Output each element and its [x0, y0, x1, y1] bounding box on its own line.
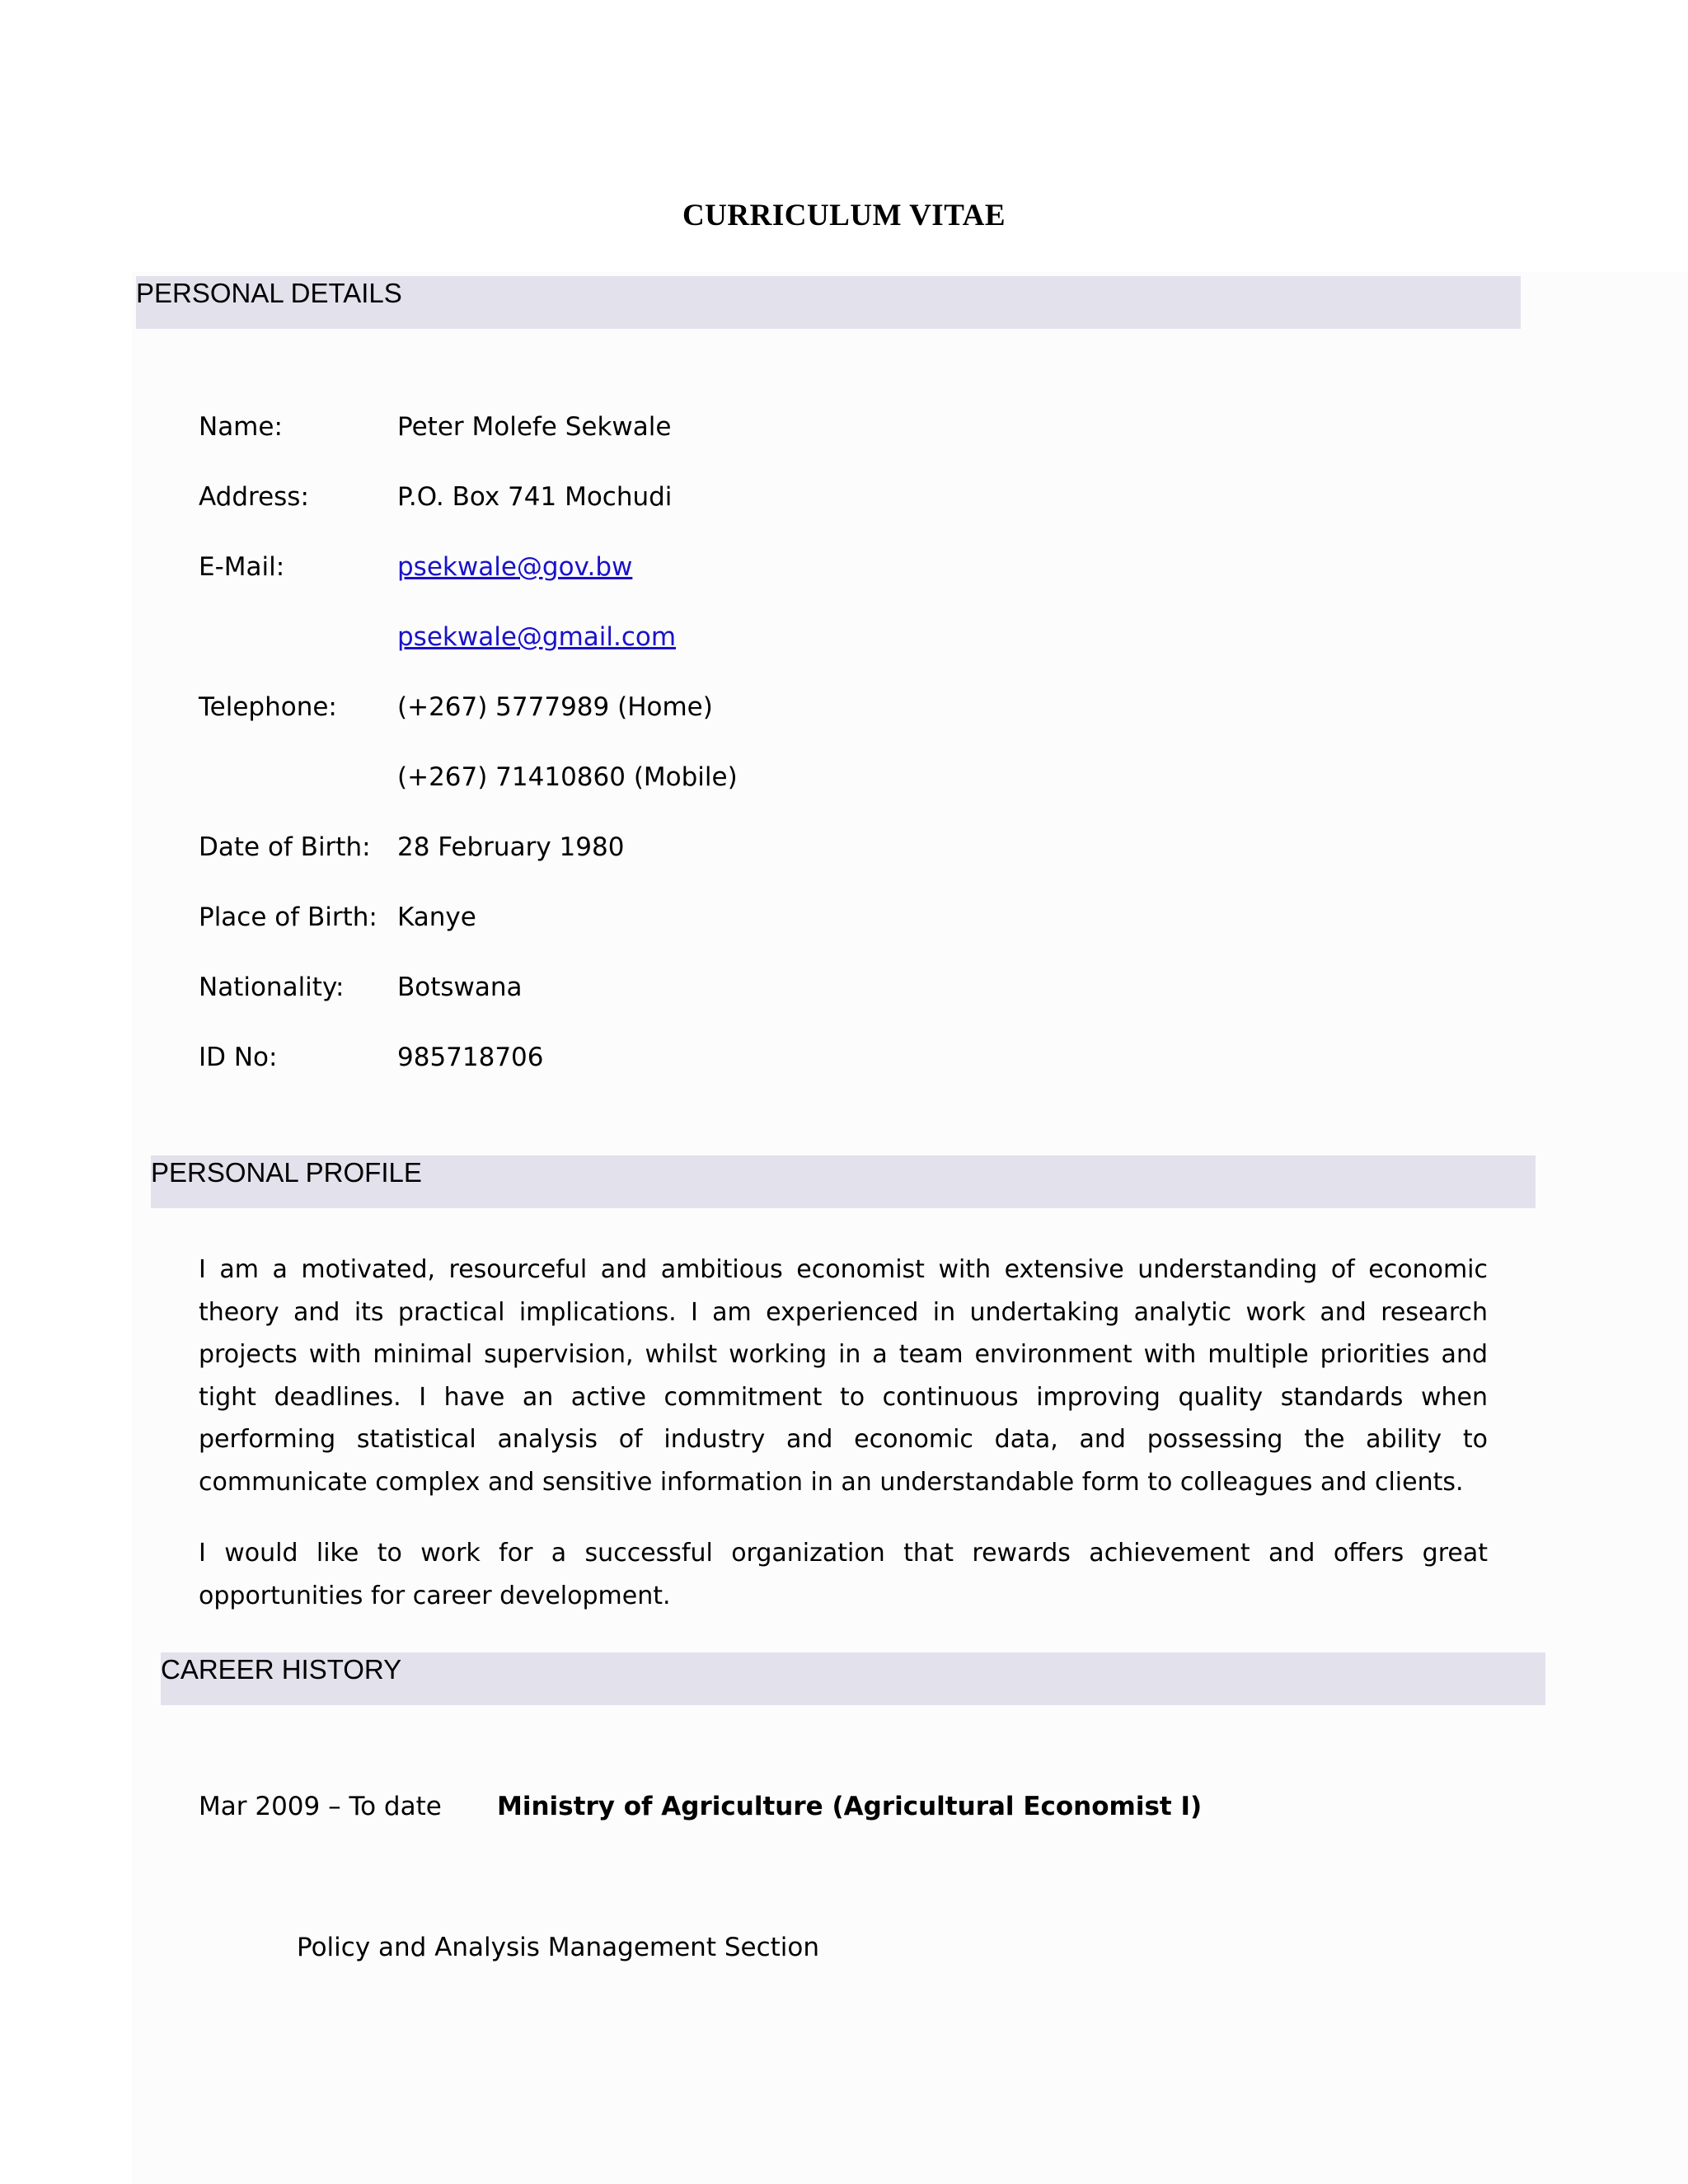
email-link-secondary[interactable]: psekwale@gmail.com — [397, 622, 677, 652]
section-title-career-history: CAREER HISTORY — [161, 1654, 402, 1685]
id-number-label: ID No: — [199, 1043, 278, 1072]
place-of-birth-value: Kanye — [397, 902, 476, 932]
email-link-primary[interactable]: psekwale@gov.bw — [397, 552, 633, 582]
telephone-home-value: (+267) 5777989 (Home) — [397, 692, 713, 722]
section-header-personal-details — [136, 276, 1521, 329]
name-value: Peter Molefe Sekwale — [397, 412, 672, 442]
date-of-birth-label: Date of Birth: — [199, 832, 371, 862]
section-header-career-history — [161, 1652, 1545, 1705]
profile-paragraph-2: I would like to work for a successful organization that rewards achievement and offers great opportunities for career development. — [199, 1539, 1488, 1610]
address-label: Address: — [199, 482, 309, 512]
section-title-personal-details: PERSONAL DETAILS — [136, 278, 402, 308]
section-title-personal-profile: PERSONAL PROFILE — [151, 1157, 422, 1188]
name-label: Name: — [199, 412, 283, 442]
page-background — [132, 272, 1688, 2184]
nationality-value: Botswana — [397, 972, 523, 1002]
nationality-label: Nationality: — [199, 972, 345, 1002]
place-of-birth-label: Place of Birth: — [199, 902, 377, 932]
career-entry-section: Policy and Analysis Management Section — [297, 1933, 820, 1962]
email-label: E-Mail: — [199, 552, 285, 582]
profile-paragraph-1: I am a motivated, resourceful and ambitious economist with extensive understanding of economic theory and its practical implications. I am experienced in undertaking analytic work and research projects with minimal supervision, whilst working in a team environment with multiple priorities and tight deadlines. I have an active commitment to continuous improving quality standards when performing statistical analysis of industry and economic data, and possessing the ability to communicate complex and sensitive information in an understandable form to colleagues and clients. — [199, 1255, 1488, 1497]
id-number-value: 985718706 — [397, 1043, 544, 1072]
date-of-birth-value: 28 February 1980 — [397, 832, 625, 862]
career-entry-organization: Ministry of Agriculture (Agricultural Economist I) — [497, 1792, 1203, 1821]
section-header-personal-profile — [151, 1155, 1536, 1208]
career-entry-date: Mar 2009 – To date — [199, 1792, 442, 1821]
telephone-label: Telephone: — [199, 692, 337, 722]
document-title: CURRICULUM VITAE — [682, 199, 1006, 232]
telephone-mobile-value: (+267) 71410860 (Mobile) — [397, 762, 738, 792]
address-value: P.O. Box 741 Mochudi — [397, 482, 673, 512]
